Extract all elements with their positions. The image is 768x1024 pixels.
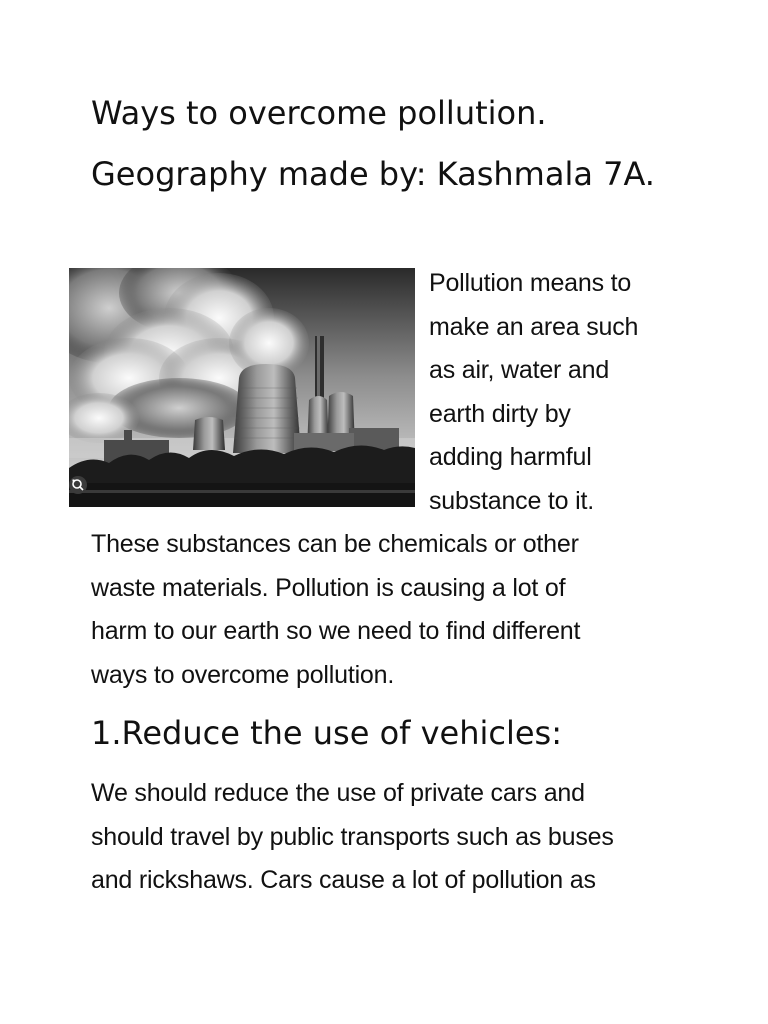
vehicles-line: and rickshaws. Cars cause a lot of pollution as xyxy=(91,866,596,894)
lens-search-glyph xyxy=(69,476,87,494)
lens-search-icon[interactable] xyxy=(69,476,87,494)
intro-side-line: Pollution means to xyxy=(429,269,632,297)
intro-continuation-paragraph xyxy=(91,523,731,697)
author-line: Geography made by: Kashmala 7A. xyxy=(91,155,655,193)
vehicles-paragraph xyxy=(91,772,731,903)
vehicles-line: should travel by public transports such as buses xyxy=(91,822,614,851)
intro-side-line: adding harmful xyxy=(429,443,592,471)
intro-cont-line: waste materials. Pollution is causing a lot of xyxy=(91,573,566,602)
intro-side-line: earth dirty by xyxy=(429,399,571,428)
intro-cont-line: harm to our earth so we need to find different xyxy=(91,617,581,645)
vehicles-line: We should reduce the use of private cars and xyxy=(91,779,585,807)
intro-side-line: substance to it. xyxy=(429,486,594,515)
power-plant-illustration xyxy=(69,268,415,507)
document-title: Ways to overcome pollution. xyxy=(91,94,547,132)
intro-cont-line: ways to overcome pollution. xyxy=(91,660,395,689)
intro-side-line: as air, water and xyxy=(429,356,610,384)
intro-cont-line: These substances can be chemicals or other xyxy=(91,530,579,558)
section-heading-vehicles: 1.Reduce the use of vehicles: xyxy=(91,714,562,752)
intro-side-line: make an area such xyxy=(429,312,639,341)
power-plant-photo[interactable] xyxy=(69,268,415,507)
intro-side-paragraph xyxy=(429,262,709,523)
